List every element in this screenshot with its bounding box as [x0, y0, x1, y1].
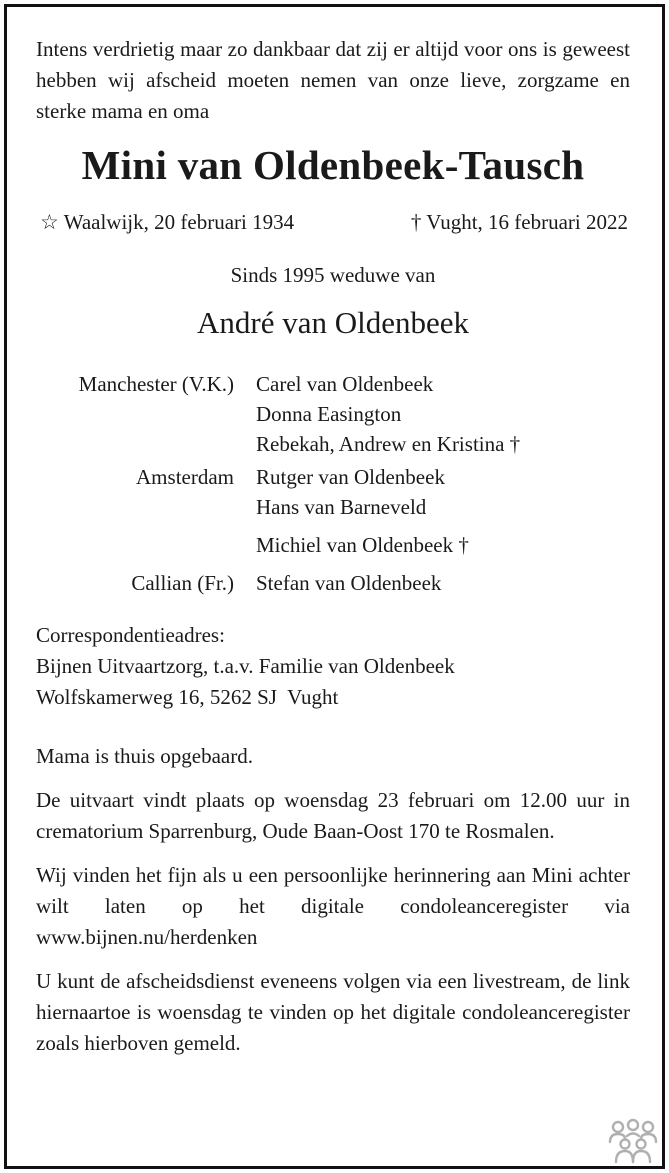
- family-member: Hans van Barneveld: [256, 495, 427, 519]
- condolence-register-text: Wij vinden het fijn als u een persoonlijke herinnering aan Mini achter wilt laten op het digitale condoleanceregister via www.bijnen.nu/herdenken: [36, 863, 630, 949]
- family-place: Callian (Fr.): [131, 571, 234, 595]
- laid-out-text: Mama is thuis opgebaard.: [36, 744, 253, 768]
- family-group: [36, 568, 630, 598]
- correspondence-line: Bijnen Uitvaartzorg, t.a.v. Familie van Oldenbeek: [36, 654, 455, 678]
- funeral-details: De uitvaart vindt plaats op woensdag 23 februari om 12.00 uur in crematorium Sparrenburg, Oude Baan-Oost 170 te Rosmalen.: [36, 788, 630, 843]
- family-member: Stefan van Oldenbeek: [256, 571, 442, 595]
- family-member: Rebekah, Andrew en Kristina †: [256, 432, 521, 456]
- life-dates: [36, 207, 630, 238]
- widow-since: Sinds 1995 weduwe van: [230, 263, 436, 287]
- people-group-icon: [607, 1118, 659, 1164]
- family-list: [36, 369, 630, 598]
- correspondence-line: Wolfskamerweg 16, 5262 SJ Vught: [36, 685, 339, 709]
- family-place: [36, 530, 256, 560]
- intro-text: Intens verdrietig maar zo dankbaar dat zij er altijd voor ons is geweest hebben wij afscheid moeten nemen van onze lieve, zorgzame en sterke mama en oma: [36, 37, 630, 123]
- family-place: Amsterdam: [136, 465, 234, 489]
- family-member: Rutger van Oldenbeek: [256, 465, 445, 489]
- obituary-notice: [36, 34, 630, 1059]
- correspondence-label: Correspondentieadres:: [36, 623, 225, 647]
- family-group: [36, 369, 630, 459]
- family-place: Manchester (V.K.): [78, 372, 234, 396]
- death-date: † Vught, 16 februari 2022: [410, 210, 628, 234]
- family-member: Michiel van Oldenbeek †: [256, 533, 469, 557]
- family-group: [36, 462, 630, 522]
- family-member: Donna Easington: [256, 402, 402, 426]
- family-group: [36, 530, 630, 560]
- deceased-name: Mini van Oldenbeek-Tausch: [81, 142, 585, 188]
- livestream-text: U kunt de afscheidsdienst eveneens volgen via een livestream, de link hiernaartoe is woensdag te vinden op het digitale condoleanceregister zoals hierboven gemeld.: [36, 969, 630, 1055]
- family-member: Carel van Oldenbeek: [256, 372, 434, 396]
- birth-date: ☆ Waalwijk, 20 februari 1934: [40, 210, 295, 234]
- husband-name: André van Oldenbeek: [196, 305, 469, 340]
- correspondence-address: [36, 620, 630, 713]
